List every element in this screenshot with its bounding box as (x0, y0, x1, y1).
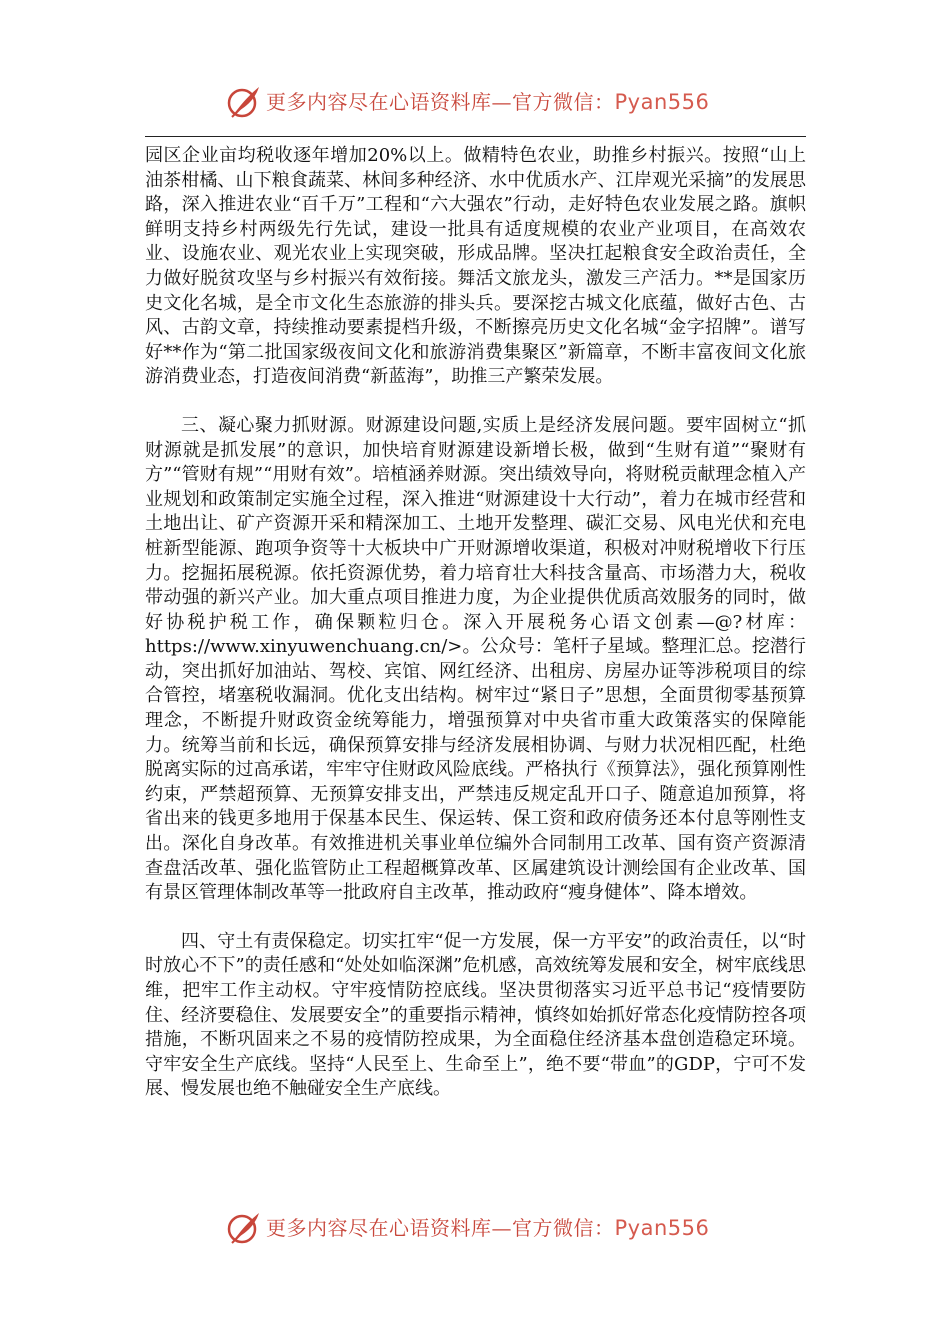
feather-pen-logo-icon (226, 84, 262, 120)
watermark-handle: Pyan556 (614, 1216, 710, 1240)
watermark-text: 更多内容尽在心语资料库—官方微信：Pyan556 (266, 1216, 710, 1240)
footer-watermark (0, 1208, 950, 1248)
header-rule (145, 136, 806, 137)
header-watermark (0, 82, 950, 122)
paragraph-section-three: 三、凝心聚力抓财源。财源建设问题,实质上是经济发展问题。要牢固树立“抓财源就是抓发展”的意识，加快培育财源建设新增长极，做到“生财有道”“聚财有方”“管财有规”“用财有效”。培植涵养财源。突出绩效导向，将财税贡献理念植入产业规划和政策制定实施全过程，深入推进“财源建设十大行动”，着力在城市经营和土地出让、矿产资源开采和精深加工、土地开发整理、碳汇交易、风电光伏和充电桩新型能源、跑项争资等十大板块中广开财源增收渠道，积极对冲财税增收下行压力。挖掘拓展税源。依托资源优势，着力培育壮大科技含量高、市场潜力大，税收带动强的新兴产业。加大重点项目推进力度，为企业提供优质高效服务的同时，做好协税护税工作，确保颗粒归仓。深入开展税务心语文创素—@?材库：https://www.xinyuwenchuang.cn/>。公众号：笔杆子星域。整理汇总。挖潜行动，突出抓好加油站、驾校、宾馆、网红经济、出租房、房屋办证等涉税项目的综合管控，堵塞税收漏洞。优化支出结构。树牢过“紧日子”思想，全面贯彻零基预算理念，不断提升财政资金统筹能力，增强预算对中央省市重大政策落实的保障能力。统筹当前和长远，确保预算安排与经济发展相协调、与财力状况相匹配，杜绝脱离实际的过高承诺，牢牢守住财政风险底线。严格执行《预算法》，强化预算刚性约束，严禁超预算、无预算安排支出，严禁违反规定乱开口子、随意追加预算，将省出来的钱更多地用于保基本民生、保运转、保工资和政府债务还本付息等刚性支出。深化自身改革。有效推进机关事业单位编外合同制用工改革、国有资产资源清查盘活改革、强化监管防止工程超概算改革、区属建筑设计测绘国有企业改革、国有景区管理体制改革等一批政府自主改革，推动政府“瘦身健体”、降本增效。 (145, 414, 806, 904)
paragraph-section-four: 四、守土有责保稳定。切实扛牢“促一方发展，保一方平安”的政治责任，以“时时放心不下”的责任感和“处处如临深渊”危机感，高效统筹发展和安全，树牢底线思维，把牢工作主动权。守牢疫情防控底线。坚决贯彻落实习近平总书记“疫情要防住、经济要稳住、发展要安全”的重要指示精神，慎终如始抓好常态化疫情防控各项措施，不断巩固来之不易的疫情防控成果，为全面稳住经济基本盘创造稳定环境。守牢安全生产底线。坚持“人民至上、生命至上”，绝不要“带血”的GDP，宁可不发展、慢发展也绝不触碰安全生产底线。 (145, 930, 806, 1100)
paragraph-continuation: 园区企业亩均税收逐年增加20%以上。做精特色农业，助推乡村振兴。按照“山上油茶柑橘、山下粮食蔬菜、林间多种经济、水中优质水产、江岸观光采摘”的发展思路，深入推进农业“百千万”工程和“六大强农”行动，走好特色农业发展之路。旗帜鲜明支持乡村两级先行先试，建设一批具有适度规模的农业产业项目，在高效农业、设施农业、观光农业上实现突破，形成品牌。坚决扛起粮食安全政治责任，全力做好脱贫攻坚与乡村振兴有效衔接。舞活文旅龙头，激发三产活力。**是国家历史文化名城，是全市文化生态旅游的排头兵。要深挖古城文化底蕴，做好古色、古风、古韵文章，持续推动要素提档升级，不断擦亮历史文化名城“金字招牌”。谱写好**作为“第二批国家级夜间文化和旅游消费集聚区”新篇章，不断丰富夜间文化旅游消费业态，打造夜间消费“新蓝海”，助推三产繁荣发展。 (145, 145, 806, 388)
feather-pen-logo-icon (226, 1210, 262, 1246)
document-body (145, 144, 806, 1102)
watermark-handle: Pyan556 (614, 90, 710, 114)
watermark-text: 更多内容尽在心语资料库—官方微信：Pyan556 (266, 90, 710, 114)
